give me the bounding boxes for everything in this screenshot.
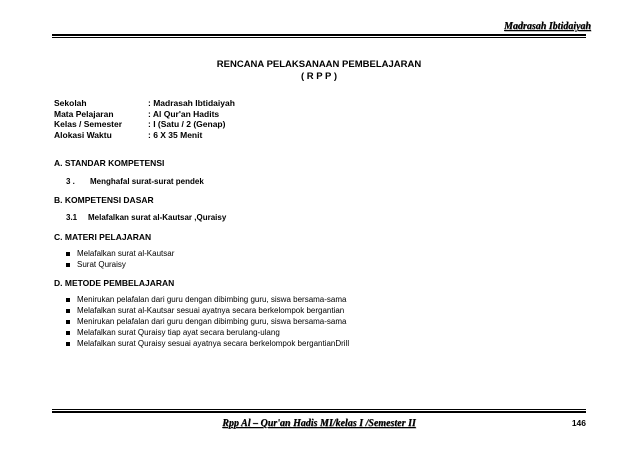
document-title — [52, 59, 586, 83]
identity-block — [54, 98, 235, 140]
section-b-item-text: Melafalkan surat al-Kautsar ,Quraisy — [88, 213, 227, 222]
document-title-line1: RENCANA PELAKSANAAN PEMBELAJARAN — [216, 59, 422, 70]
section-b-item-number: 3.1 — [66, 213, 78, 222]
footer-text: Rpp Al – Qur'an Hadis MI/kelas I /Semester II — [222, 418, 416, 429]
list-item: Melafalkan surat al-Kautsar sesuai ayatnya secara berkelompok bergantian — [64, 305, 349, 316]
list-item: Menirukan pelafalan dari guru dengan dibimbing guru, siswa bersama-sama — [64, 294, 349, 305]
section-c-list — [64, 248, 174, 270]
section-a-item-number: 3 . — [66, 177, 75, 186]
section-d-list — [64, 294, 349, 349]
list-item: Surat Quraisy — [64, 259, 174, 270]
info-label: Alokasi Waktu — [54, 129, 112, 140]
info-row-sekolah — [54, 98, 235, 109]
info-value: : Al Qur'an Hadits — [148, 108, 220, 119]
section-c-heading: C. MATERI PELAJARAN — [54, 232, 152, 242]
header-rule-thin — [52, 37, 586, 38]
list-item: Menirukan pelafalan dari guru dengan dibimbing guru, siswa bersama-sama — [64, 316, 349, 327]
list-item: Melafalkan surat Quraisy sesuai ayatnya secara berkelompok bergantianDrill — [64, 338, 349, 349]
info-label: Kelas / Semester — [54, 119, 123, 129]
info-label: Mata Pelajaran — [54, 108, 114, 119]
footer-rule-thick — [52, 411, 586, 413]
info-value: : I (Satu / 2 (Genap) — [148, 119, 226, 129]
info-label: Sekolah — [54, 98, 87, 108]
section-b-heading: B. KOMPETENSI DASAR — [54, 195, 154, 205]
footer-rule-thin — [52, 409, 586, 410]
section-a-heading: A. STANDAR KOMPETENSI — [54, 158, 165, 168]
info-row-kelas-semester — [54, 119, 235, 130]
list-item: Melafalkan surat Quraisy tiap ayat secara berulang-ulang — [64, 327, 349, 338]
list-item: Melafalkan surat al-Kautsar — [64, 248, 174, 259]
section-a-item-text: Menghafal surat-surat pendek — [90, 177, 204, 186]
page-number: 146 — [571, 418, 586, 428]
header-rule-thick — [52, 34, 586, 36]
document-title-line2: ( R P P ) — [300, 71, 338, 82]
header-title: Madrasah Ibtidaiyah — [504, 21, 591, 32]
section-d-heading: D. METODE PEMBELAJARAN — [54, 278, 175, 288]
info-value: : Madrasah Ibtidaiyah — [148, 98, 235, 108]
info-row-alokasi-waktu — [54, 130, 235, 141]
info-value: : 6 X 35 Menit — [148, 129, 203, 140]
info-row-mata-pelajaran — [54, 109, 235, 120]
